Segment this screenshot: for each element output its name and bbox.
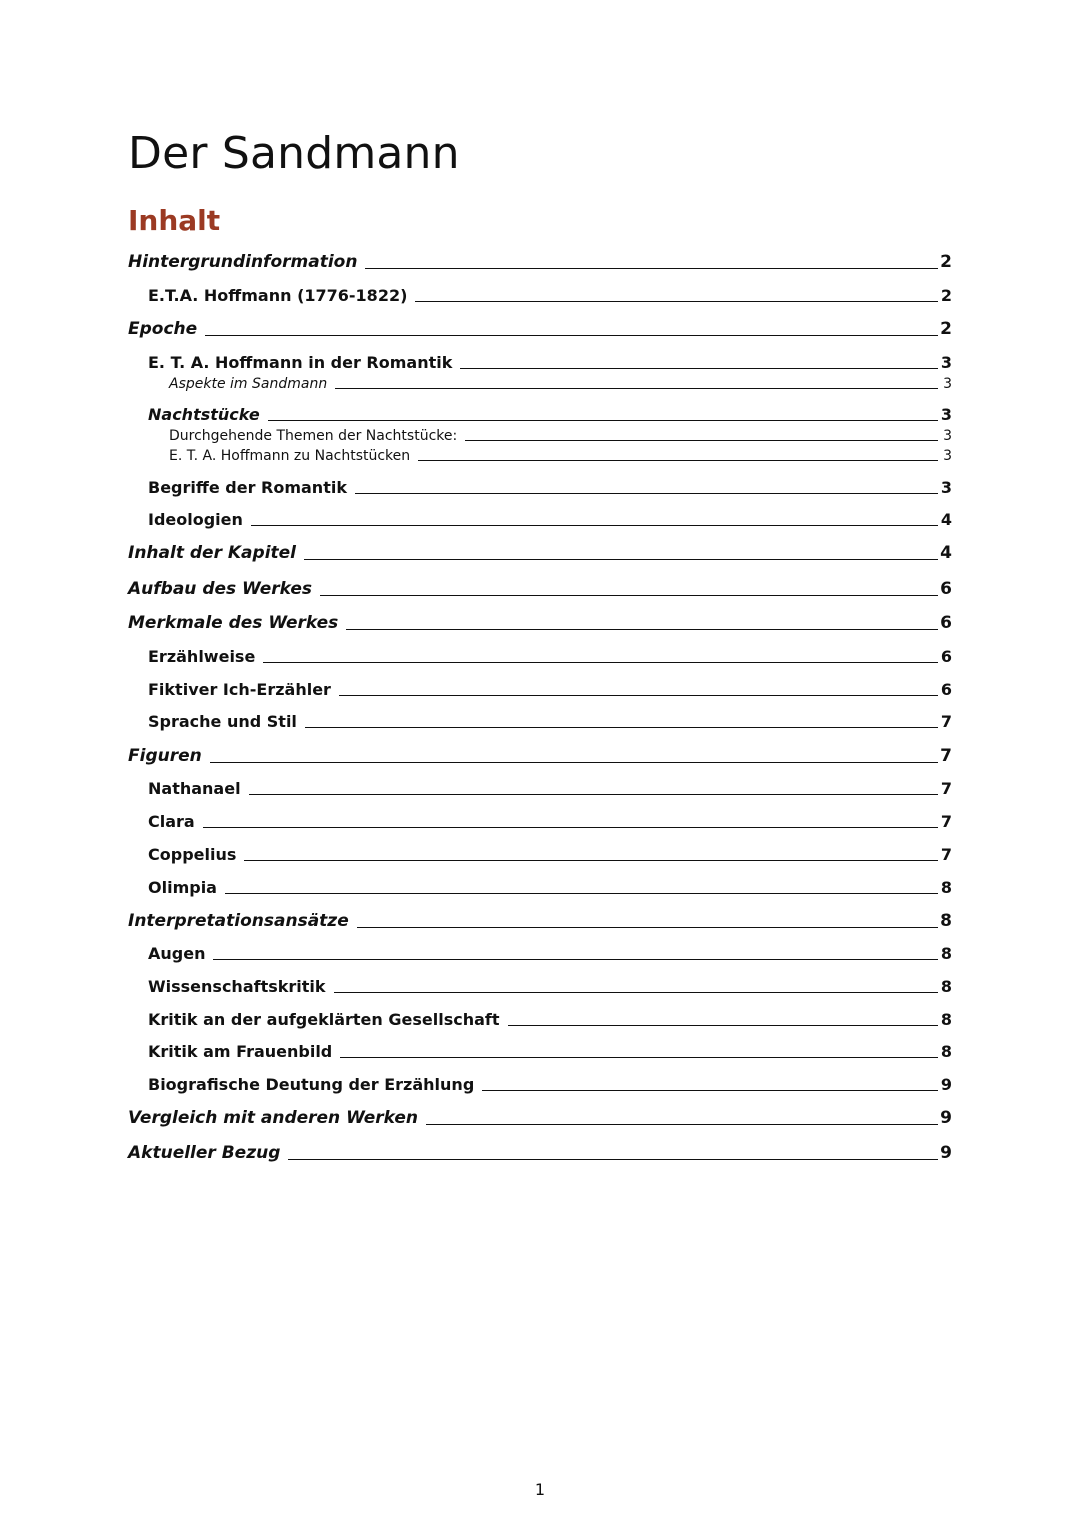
toc-entry-label: E. T. A. Hoffmann in der Romantik [148,353,453,372]
toc-leader-line [251,525,938,526]
toc-entry[interactable] [148,286,952,305]
toc-leader-line [210,762,938,763]
toc-entry-label: Nachtstücke [148,405,260,424]
toc-entry[interactable] [128,543,952,563]
toc-entry[interactable] [148,1042,952,1061]
toc-entry[interactable] [148,878,952,897]
toc-entry-label: Kritik an der aufgeklärten Gesellschaft [148,1010,500,1029]
toc-entry[interactable] [148,1075,952,1094]
toc-entry[interactable] [169,376,952,392]
toc-entry-page: 3 [943,428,952,444]
toc-entry-label: Aktueller Bezug [128,1143,281,1163]
toc-entry[interactable] [148,353,952,372]
toc-entry-label: E.T.A. Hoffmann (1776-1822) [148,286,408,305]
toc-entry-label: Epoche [128,319,198,339]
toc-entry[interactable] [128,746,952,766]
toc-entry-label: Clara [148,812,195,831]
toc-entry-page: 8 [940,1010,952,1029]
toc-entry-page: 4 [940,543,952,563]
toc-entry-page: 6 [940,647,952,666]
toc-entry[interactable] [148,977,952,996]
toc-leader-line [508,1025,939,1026]
toc-entry-page: 8 [940,911,952,931]
toc-entry[interactable] [169,428,952,444]
toc-leader-line [288,1159,938,1160]
toc-leader-line [415,301,938,302]
toc-leader-line [305,727,938,728]
toc-leader-line [335,388,938,389]
toc-entry[interactable] [128,1108,952,1128]
toc-entry-label: Vergleich mit anderen Werken [128,1108,418,1128]
toc-entry-label: Kritik am Frauenbild [148,1042,333,1061]
toc-entry-page: 7 [940,812,952,831]
toc-leader-line [340,1057,938,1058]
toc-entry[interactable] [128,1143,952,1163]
toc-entry-label: Interpretationsansätze [128,911,349,931]
toc-entry-page: 7 [940,845,952,864]
toc-entry[interactable] [148,1010,952,1029]
toc-entry-label: Hintergrundinformation [128,252,358,272]
toc-entry-page: 3 [940,478,952,497]
toc-entry-label: Aspekte im Sandmann [169,376,328,392]
toc-entry-label: Olimpia [148,878,217,897]
toc-entry-label: Merkmale des Werkes [128,613,339,633]
toc-entry-label: Erzählweise [148,647,256,666]
toc-entry-page: 6 [940,613,952,633]
toc-leader-line [263,662,938,663]
toc-entry-label: Sprache und Stil [148,712,297,731]
toc-leader-line [203,827,938,828]
toc-entry-page: 7 [940,779,952,798]
toc-entry[interactable] [128,579,952,599]
toc-entry-page: 2 [940,252,952,272]
toc-entry[interactable] [148,712,952,731]
toc-leader-line [225,893,938,894]
toc-leader-line [460,368,938,369]
toc-entry-label: Augen [148,944,206,963]
toc-entry-page: 9 [940,1075,952,1094]
toc-entry-label: Begriffe der Romantik [148,478,347,497]
toc-leader-line [244,860,938,861]
toc-leader-line [426,1124,938,1125]
toc-leader-line [334,992,938,993]
toc-leader-line [249,794,938,795]
toc-entry-page: 8 [940,1042,952,1061]
toc-entry-page: 9 [940,1108,952,1128]
toc-leader-line [320,595,938,596]
toc-entry-label: Aufbau des Werkes [128,579,312,599]
toc-entry[interactable] [148,478,952,497]
toc-entry[interactable] [128,252,952,272]
toc-entry[interactable] [128,613,952,633]
toc-entry[interactable] [148,510,952,529]
toc-entry-label: Ideologien [148,510,243,529]
toc-entry-page: 2 [940,286,952,305]
toc-entry-page: 9 [940,1143,952,1163]
toc-entry-label: Wissenschaftskritik [148,977,326,996]
toc-entry[interactable] [128,911,952,931]
toc-entry-page: 3 [940,405,952,424]
toc-leader-line [365,268,938,269]
toc-leader-line [268,420,938,421]
toc-entry[interactable] [148,405,952,424]
toc-entry-page: 4 [940,510,952,529]
toc-leader-line [213,959,938,960]
toc-leader-line [418,460,938,461]
toc-leader-line [465,440,938,441]
toc-entry-page: 3 [943,448,952,464]
toc-entry-page: 7 [940,746,952,766]
page-number: 1 [534,1480,546,1499]
toc-entry[interactable] [148,647,952,666]
toc-leader-line [482,1090,938,1091]
toc-entry-label: Biografische Deutung der Erzählung [148,1075,475,1094]
page-title: Der Sandmann [128,128,460,179]
toc-entry-page: 2 [940,319,952,339]
toc-entry[interactable] [148,680,952,699]
toc-heading: Inhalt [128,204,221,237]
toc-entry[interactable] [148,845,952,864]
toc-entry-page: 3 [943,376,952,392]
toc-entry-page: 6 [940,579,952,599]
toc-entry-label: Durchgehende Themen der Nachtstücke: [169,428,458,444]
toc-entry-label: Fiktiver Ich-Erzähler [148,680,331,699]
toc-entry-label: Figuren [128,746,202,766]
toc-entry[interactable] [148,944,952,963]
toc-entry-page: 8 [940,944,952,963]
toc-entry-page: 8 [940,878,952,897]
toc-entry-label: Coppelius [148,845,237,864]
toc-entry-label: Nathanael [148,779,241,798]
toc-leader-line [304,559,938,560]
toc-leader-line [205,335,938,336]
toc-entry-page: 6 [940,680,952,699]
toc-entry-page: 7 [940,712,952,731]
toc-entry[interactable] [169,448,952,464]
toc-entry[interactable] [148,812,952,831]
toc-entry-label: E. T. A. Hoffmann zu Nachtstücken [169,448,411,464]
toc-entry-label: Inhalt der Kapitel [128,543,296,563]
toc-leader-line [357,927,938,928]
toc-entry-page: 3 [940,353,952,372]
toc-entry[interactable] [148,779,952,798]
toc-entry-page: 8 [940,977,952,996]
toc-entry[interactable] [128,319,952,339]
toc-leader-line [346,629,938,630]
toc-leader-line [355,493,938,494]
toc-leader-line [339,695,938,696]
